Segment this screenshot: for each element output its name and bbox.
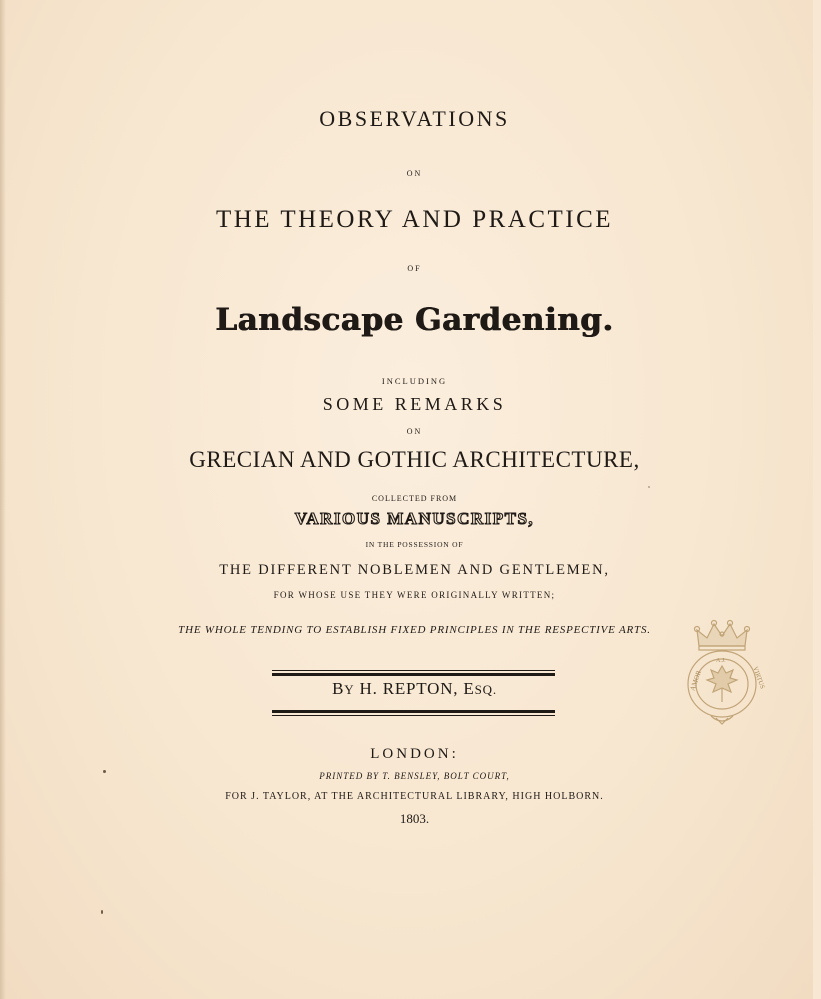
by-initial: B: [332, 679, 345, 698]
by-smallcaps: Y: [344, 682, 355, 697]
book-title: OBSERVATIONS: [319, 106, 510, 131]
library-crown-stamp-icon: [683, 618, 766, 728]
stamp-text-top: A.J.: [716, 658, 726, 664]
imprint-year: 1803.: [399, 811, 430, 826]
imprint-printer: PRINTED BY T. BENSLEY, BOLT COURT,: [319, 771, 510, 781]
subtitle-whose-use: FOR WHOSE USE THEY WERE ORIGINALLY WRITTEN;: [273, 590, 556, 600]
paper-speck: [648, 486, 650, 488]
subtitle-manuscripts: VARIOUS MANUSCRIPTS,: [294, 509, 535, 528]
connector-of: OF: [407, 264, 422, 273]
imprint-city: LONDON:: [370, 746, 459, 762]
connector-on-2: ON: [406, 427, 423, 436]
connector-collected: COLLECTED FROM: [371, 494, 458, 503]
stamp-text-right: VIRTUS: [751, 665, 766, 690]
connector-including: INCLUDING: [381, 376, 448, 386]
connector-on: ON: [406, 169, 423, 178]
esq-initial: E: [463, 679, 475, 698]
subtitle-architecture: GRECIAN AND GOTHIC ARCHITECTURE,: [189, 447, 640, 472]
paper-speck: [103, 770, 106, 773]
stamp-text-left: AMOR: [688, 669, 704, 692]
double-rule-top: [272, 668, 555, 676]
double-rule-bottom: [272, 710, 555, 716]
connector-possession: IN THE POSSESSION OF: [365, 540, 464, 549]
subtitle-landscape-gardening: Landscape Gardening.: [215, 302, 614, 338]
author-name: H. REPTON,: [359, 679, 459, 698]
esq-smallcaps: SQ.: [474, 682, 497, 697]
imprint-publisher: FOR J. TAYLOR, AT THE ARCHITECTURAL LIBRARY, HIGH HOLBORN.: [225, 791, 604, 802]
subtitle-theory: THE THEORY AND PRACTICE: [215, 206, 614, 233]
paper-speck: [101, 910, 103, 914]
page-edge-shadow: [0, 0, 6, 999]
subtitle-noblemen: THE DIFFERENT NOBLEMEN AND GENTLEMEN,: [219, 562, 610, 578]
subtitle-whole-tending: THE WHOLE TENDING TO ESTABLISH FIXED PRINCIPLES IN THE RESPECTIVE ARTS.: [178, 624, 651, 636]
subtitle-remarks: SOME REMARKS: [322, 394, 507, 414]
